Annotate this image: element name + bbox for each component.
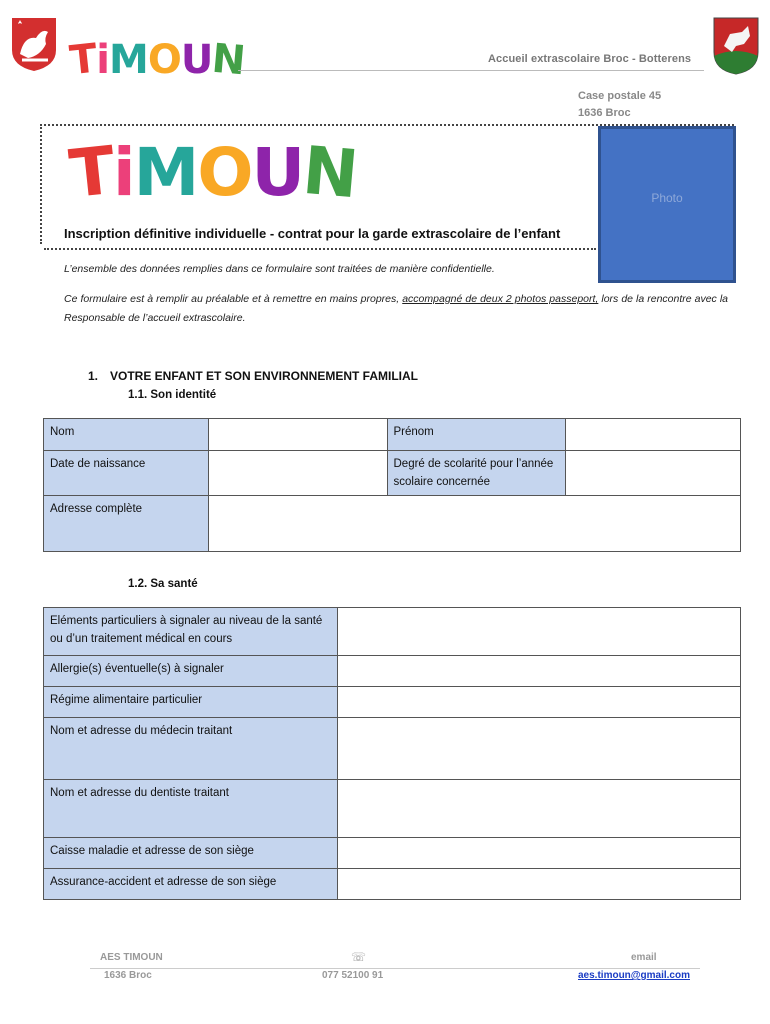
input-degre-scolarite[interactable] (566, 451, 741, 496)
subsection-health-heading: 1.2. Sa santé (128, 578, 198, 590)
label-nom: Nom (44, 419, 209, 451)
label-prenom: Prénom (387, 419, 566, 451)
instructions-note (64, 290, 728, 328)
label-regime: Régime alimentaire particulier (44, 687, 338, 718)
label-degre-scolarite: Degré de scolarité pour l’année scolaire concernée (387, 451, 566, 496)
form-title: Inscription définitive individuelle - contrat pour la garde extrascolaire de l’enfant (64, 226, 561, 241)
table-row (44, 451, 741, 496)
instructions-underlined: accompagné de deux 2 photos passeport, (402, 293, 599, 305)
input-regime[interactable] (337, 687, 740, 718)
table-row (44, 496, 741, 552)
telephone-icon: ☏ (351, 950, 367, 964)
header-title: Accueil extrascolaire Broc - Botterens (488, 53, 692, 65)
section-1-title: VOTRE ENFANT ET SON ENVIRONNEMENT FAMILIAL (110, 369, 419, 383)
input-assurance-accident[interactable] (337, 869, 740, 900)
label-adresse: Adresse complète (44, 496, 209, 552)
table-row (44, 869, 741, 900)
table-row (44, 838, 741, 869)
dotted-border-left (40, 124, 42, 244)
label-dentiste: Nom et adresse du dentiste traitant (44, 780, 338, 838)
footer-city: 1636 Broc (104, 970, 152, 981)
label-assurance-accident: Assurance-accident et adresse de son siège (44, 869, 338, 900)
footer-email-link[interactable]: aes.timoun@gmail.com (578, 970, 690, 981)
input-adresse[interactable] (208, 496, 740, 552)
input-dentiste[interactable] (337, 780, 740, 838)
table-row (44, 419, 741, 451)
instructions-part-2: lors de la rencontre avec la Responsable de l’accueil extrascolaire. (64, 293, 729, 324)
footer-org: AES TIMOUN (100, 952, 163, 963)
broc-crest-icon (10, 16, 58, 72)
section-1-number: 1. (88, 369, 99, 383)
label-medecin: Nom et adresse du médecin traitant (44, 718, 338, 780)
label-caisse-maladie: Caisse maladie et adresse de son siège (44, 838, 338, 869)
photo-placeholder (598, 126, 736, 283)
label-allergies: Allergie(s) éventuelle(s) à signaler (44, 656, 338, 687)
input-date-naissance[interactable] (208, 451, 387, 496)
timoun-logo-small: TiMOUN (67, 35, 247, 85)
label-date-naissance: Date de naissance (44, 451, 209, 496)
header-divider (238, 70, 704, 71)
timoun-logo-large: TiMOUN (66, 131, 360, 214)
input-medecin[interactable] (337, 718, 740, 780)
dotted-border-title (44, 248, 596, 250)
table-row (44, 608, 741, 656)
input-allergies[interactable] (337, 656, 740, 687)
table-row (44, 687, 741, 718)
address-line-1: Case postale 45 (578, 90, 662, 102)
input-caisse-maladie[interactable] (337, 838, 740, 869)
subsection-identity-heading: 1.1. Son identité (128, 389, 217, 401)
instructions-part-1: Ce formulaire est à remplir au préalable et à remettre en mains propres, (64, 293, 403, 305)
address-line-2: 1636 Broc (578, 107, 631, 119)
footer-email-label: email (631, 952, 657, 963)
botterens-crest-icon (712, 16, 760, 76)
table-row (44, 718, 741, 780)
section-1-heading (88, 369, 418, 383)
footer-phone: 077 52100 91 (322, 970, 384, 981)
input-prenom[interactable] (566, 419, 741, 451)
input-sante-elements[interactable] (337, 608, 740, 656)
confidentiality-note: L’ensemble des données remplies dans ce formulaire sont traitées de manière confidentielle. (64, 263, 495, 275)
table-row (44, 656, 741, 687)
input-nom[interactable] (208, 419, 387, 451)
table-row (44, 780, 741, 838)
health-table (43, 607, 741, 900)
identity-table (43, 418, 741, 552)
footer-divider (90, 968, 700, 969)
label-sante-elements: Eléments particuliers à signaler au niveau de la santé ou d’un traitement médical en cours (44, 608, 338, 656)
photo-label: Photo (651, 191, 683, 205)
